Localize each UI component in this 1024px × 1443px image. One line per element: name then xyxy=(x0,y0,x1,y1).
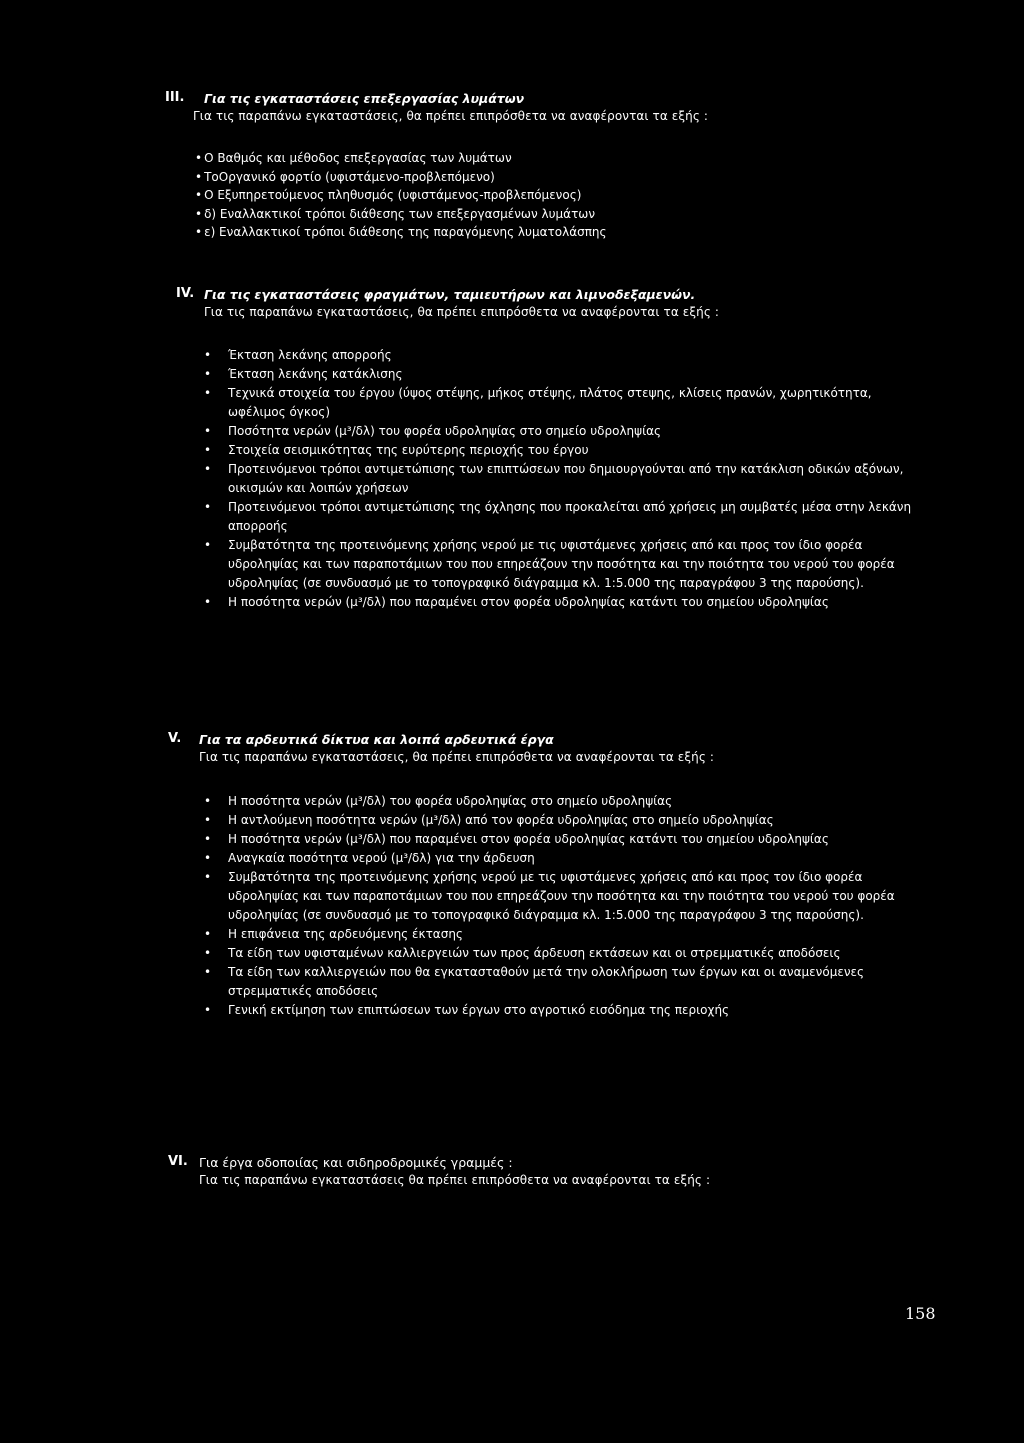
page-number: 158 xyxy=(905,1304,936,1323)
section-intro: Για τις παραπάνω εγκαταστάσεις, θα πρέπει επιπρόσθετα να αναφέρονται τα εξής : xyxy=(204,305,720,319)
list-item: • ε) Εναλλακτικοί τρόποι διάθεσης της παραγόμενης λυματολάσπης xyxy=(195,225,607,240)
section-intro: Για τις παραπάνω εγκαταστάσεις θα πρέπει επιπρόσθετα να αναφέρονται τα εξής : xyxy=(199,1173,711,1187)
bullet: • xyxy=(204,794,212,808)
list-item: • Η ποσότητα νερών (μ³/δλ) του φορέα υδροληψίας στο σημείο υδροληψίας xyxy=(204,792,924,811)
section-title: Για τις εγκαταστάσεις φραγμάτων, ταμιευτήρων και λιμνοδεξαμενών. xyxy=(204,287,696,302)
list-item: • δ) Εναλλακτικοί τρόποι διάθεσης των επεξεργασμένων λυμάτων xyxy=(195,206,596,221)
section-intro: Για τις παραπάνω εγκαταστάσεις, θα πρέπει επιπρόσθετα να αναφέρονται τα εξής : xyxy=(199,750,715,764)
list-item: • Η ποσότητα νερών (μ³/δλ) που παραμένει στον φορέα υδροληψίας κατάντι του σημείου υδροληψίας xyxy=(204,830,924,849)
list-item: • Στοιχεία σεισμικότητας της ευρύτερης περιοχής του έργου xyxy=(204,441,924,460)
bullet: • xyxy=(204,500,212,514)
list-item: • Ποσότητα νερών (μ³/δλ) του φορέα υδροληψίας στο σημείο υδροληψίας xyxy=(204,422,924,441)
list-item: • Ο Εξυπηρετούμενος πληθυσμός (υφιστάμενος-προβλεπόμενος) xyxy=(195,188,582,203)
list-item: • ΤοΟργανικό φορτίο (υφιστάμενο-προβλεπόμενο) xyxy=(195,169,495,184)
bullet: • xyxy=(204,927,212,941)
section-number: VI. xyxy=(168,1154,188,1169)
list-item: • Συμβατότητα της προτεινόμενης χρήσης νερού με τις υφιστάμενες χρήσεις από και προς τον ίδιο φορέα υδροληψίας και των παραποτάμιων του που επηρεάζουν την ποσότητα και την ποιότητα του νερού του φορέα υδροληψίας (σε συνδυασμό με το τοπογραφικό διάγραμμα κλ. 1:5.000 της παραγράφου 3 της παρούσης). xyxy=(204,538,895,590)
section-title: Για έργα οδοποιίας και σιδηροδρομικές γραμμές : xyxy=(199,1155,513,1170)
list-item: • Έκταση λεκάνης απορροής xyxy=(204,346,924,365)
bullet: • xyxy=(204,832,212,846)
item-list xyxy=(204,792,924,1020)
list-item: • Γενική εκτίμηση των επιπτώσεων των έργων στο αγροτικό εισόδημα της περιοχής xyxy=(204,1001,924,1020)
bullet: • xyxy=(195,169,203,184)
bullet: • xyxy=(195,188,203,203)
bullet: • xyxy=(204,348,212,362)
list-item: • Ο Βαθμός και μέθοδος επεξεργασίας των λυμάτων xyxy=(195,151,512,165)
bullet: • xyxy=(204,595,212,609)
bullet: • xyxy=(204,386,212,400)
section-number: V. xyxy=(168,731,182,746)
bullet: • xyxy=(204,965,212,979)
bullet: • xyxy=(204,538,212,552)
list-item: • Έκταση λεκάνης κατάκλισης xyxy=(204,365,924,384)
list-item: • Προτεινόμενοι τρόποι αντιμετώπισης της όχλησης που προκαλείται από χρήσεις μη συμβατές μέσα στην λεκάνη απορροής xyxy=(204,500,912,533)
list-item: • Προτεινόμενοι τρόποι αντιμετώπισης των επιπτώσεων που δημιουργούνται από την κατάκλιση οδικών αξόνων, οικισμών και λοιπών χρήσεων xyxy=(204,462,904,495)
section-number: III. xyxy=(165,90,185,105)
bullet: • xyxy=(195,206,203,221)
bullet: • xyxy=(204,813,212,827)
section-intro: Για τις παραπάνω εγκαταστάσεις, θα πρέπει επιπρόσθετα να αναφέρονται τα εξής : xyxy=(193,109,709,123)
list-item: • Τα είδη των υφισταμένων καλλιεργειών των προς άρδευση εκτάσεων και οι στρεμματικές αποδόσεις xyxy=(204,944,924,963)
bullet: • xyxy=(204,946,212,960)
section-number: IV. xyxy=(176,286,195,301)
item-list xyxy=(204,346,924,612)
list-item: • Η ποσότητα νερών (μ³/δλ) που παραμένει στον φορέα υδροληψίας κατάντι του σημείου υδροληψίας xyxy=(204,593,924,612)
list-item: • Τεχνικά στοιχεία του έργου (ύψος στέψης, μήκος στέψης, πλάτος στεψης, κλίσεις πρανών, χωρητικότητα, ωφέλιμος όγκος) xyxy=(204,386,872,419)
bullet: • xyxy=(204,851,212,865)
item-list xyxy=(195,149,607,242)
list-item: • Τα είδη των καλλιεργειών που θα εγκατασταθούν μετά την ολοκλήρωση των έργων και οι αναμενόμενες στρεμματικές αποδόσεις xyxy=(204,965,865,998)
section-title: Για τις εγκαταστάσεις επεξεργασίας λυμάτων xyxy=(204,91,525,106)
list-item: • Συμβατότητα της προτεινόμενης χρήσης νερού με τις υφιστάμενες χρήσεις από και προς τον ίδιο φορέα υδροληψίας και των παραποτάμιων του που επηρεάζουν την ποσότητα και την ποιότητα του νερού του φορέα υδροληψίας (σε συνδυασμό με το τοπογραφικό διάγραμμα κλ. 1:5.000 της παραγράφου 3 της παρούσης). xyxy=(204,870,895,922)
bullet: • xyxy=(204,1003,212,1017)
bullet: • xyxy=(204,870,212,884)
list-item: • Αναγκαία ποσότητα νερού (μ³/δλ) για την άρδευση xyxy=(204,849,924,868)
bullet: • xyxy=(204,424,212,438)
bullet: • xyxy=(195,151,203,165)
bullet: • xyxy=(204,443,212,457)
bullet: • xyxy=(195,225,203,240)
list-item: • Η αντλούμενη ποσότητα νερών (μ³/δλ) από τον φορέα υδροληψίας στο σημείο υδροληψίας xyxy=(204,811,924,830)
bullet: • xyxy=(204,367,212,381)
list-item: • Η επιφάνεια της αρδευόμενης έκτασης xyxy=(204,925,924,944)
section-title: Για τα αρδευτικά δίκτυα και λοιπά αρδευτικά έργα xyxy=(199,732,554,747)
bullet: • xyxy=(204,462,212,476)
